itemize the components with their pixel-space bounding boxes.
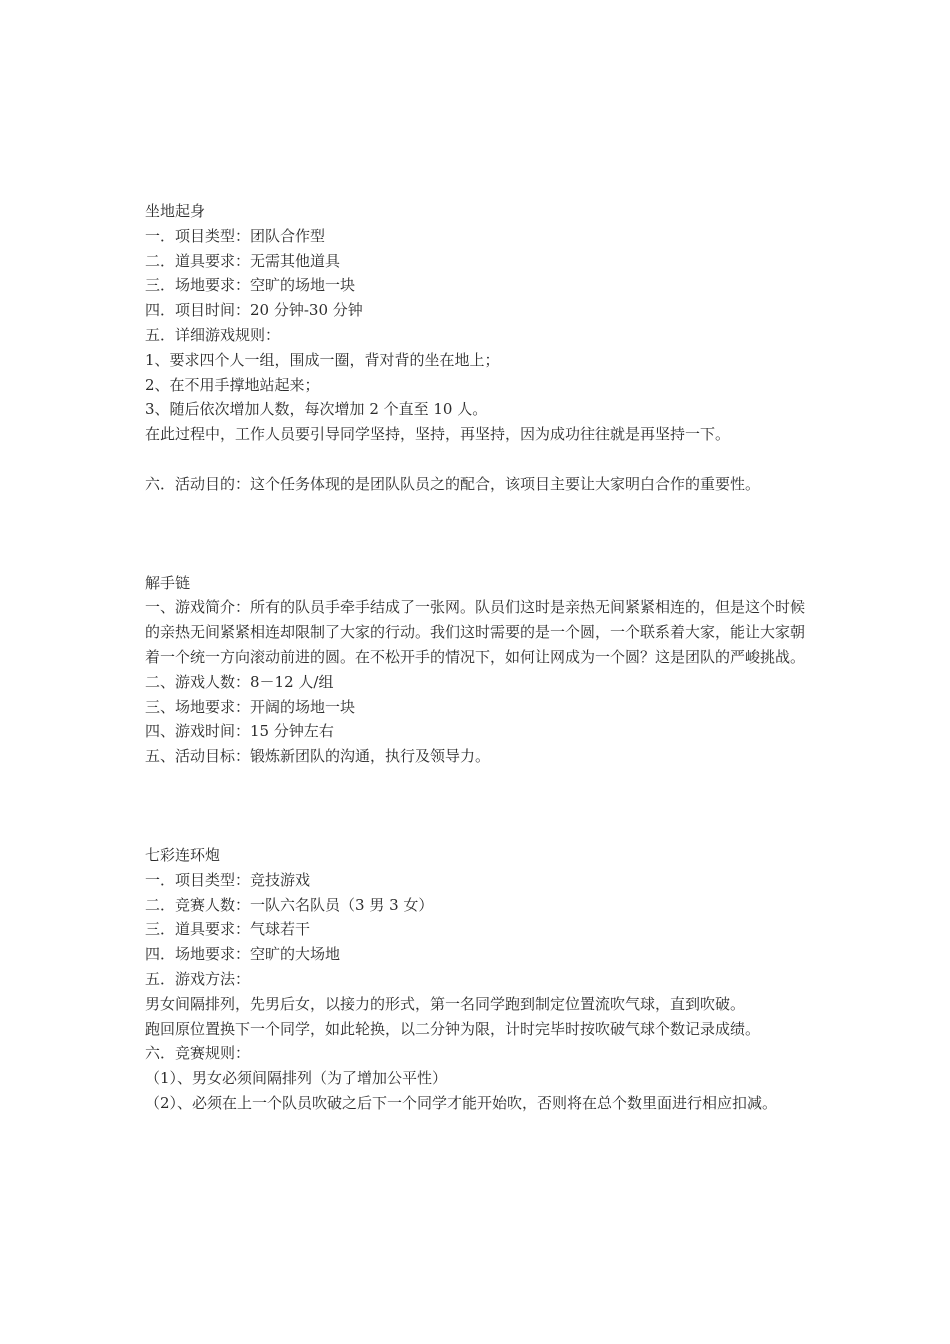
list-item: 3、随后依次增加人数，每次增加 2 个直至 10 人。: [145, 400, 488, 419]
paragraph: 一、游戏简介：所有的队员手牵手结成了一张网。队员们这时是亲热无间紧紧相连的，但是这个时候的亲热无间紧紧相连却限制了大家的行动。我们这时需要的是一个圆，一个联系着大家，能让大家朝着一个统一方向滚动前进的圆。在不松开手的情况下，如何让网成为一个圆？这是团队的严峻挑战。: [145, 598, 806, 666]
list-item: 三．场地要求：空旷的场地一块: [145, 276, 356, 295]
paragraph: 男女间隔排列，先男后女，以接力的形式，第一名同学跑到制定位置流吹气球，直到吹破。: [145, 994, 746, 1013]
section-sit-stand: [145, 199, 815, 497]
list-item: 二．道具要求：无需其他道具: [145, 251, 341, 270]
section-title: 解手链: [145, 573, 191, 592]
paragraph: 在此过程中，工作人员要引导同学坚持，坚持，再坚持，因为成功往往就是再坚持一下。: [145, 425, 731, 444]
spacer: [145, 769, 815, 843]
section-title: 七彩连环炮: [145, 845, 221, 864]
list-item: 三．道具要求：气球若干: [145, 920, 311, 939]
list-item: 2、在不用手撑地站起来；: [145, 375, 320, 394]
list-item: 四．项目时间：20 分钟-30 分钟: [145, 301, 363, 320]
list-item: 四．场地要求：空旷的大场地: [145, 945, 341, 964]
list-item: 一．项目类型：竞技游戏: [145, 870, 311, 889]
list-item: 二．竞赛人数：一队六名队员（3 男 3 女）: [145, 895, 434, 914]
list-item: 1、要求四个人一组，围成一圈，背对背的坐在地上；: [145, 350, 500, 369]
paragraph: 跑回原位置换下一个同学，如此轮换，以二分钟为限，计时完毕时按吹破气球个数记录成绩。: [145, 1019, 761, 1038]
list-item: 四、游戏时间：15 分钟左右: [145, 722, 334, 741]
paragraph: 六．活动目的：这个任务体现的是团队队员之的配合，该项目主要让大家明白合作的重要性。: [145, 474, 761, 493]
spacer: [145, 497, 815, 571]
list-item: 五．详细游戏规则：: [145, 325, 281, 344]
list-item: 三、场地要求：开阔的场地一块: [145, 697, 356, 716]
list-item: 二、游戏人数：8－12 人/组: [145, 672, 334, 691]
list-item: 五、活动目标：锻炼新团队的沟通，执行及领导力。: [145, 747, 491, 766]
list-item: 一．项目类型：团队合作型: [145, 226, 326, 245]
section-balloon-relay: [145, 843, 815, 1116]
spacer: [145, 447, 815, 472]
list-item: 六．竞赛规则：: [145, 1044, 251, 1063]
document-page: [145, 199, 815, 1116]
section-title: 坐地起身: [145, 202, 206, 220]
list-item: （1）、男女必须间隔排列（为了增加公平性）: [145, 1069, 448, 1088]
list-item: （2）、必须在上一个队员吹破之后下一个同学才能开始吹，否则将在总个数里面进行相应扣减。: [145, 1093, 778, 1112]
section-untangle-chain: [145, 571, 815, 769]
list-item: 五．游戏方法：: [145, 969, 251, 988]
